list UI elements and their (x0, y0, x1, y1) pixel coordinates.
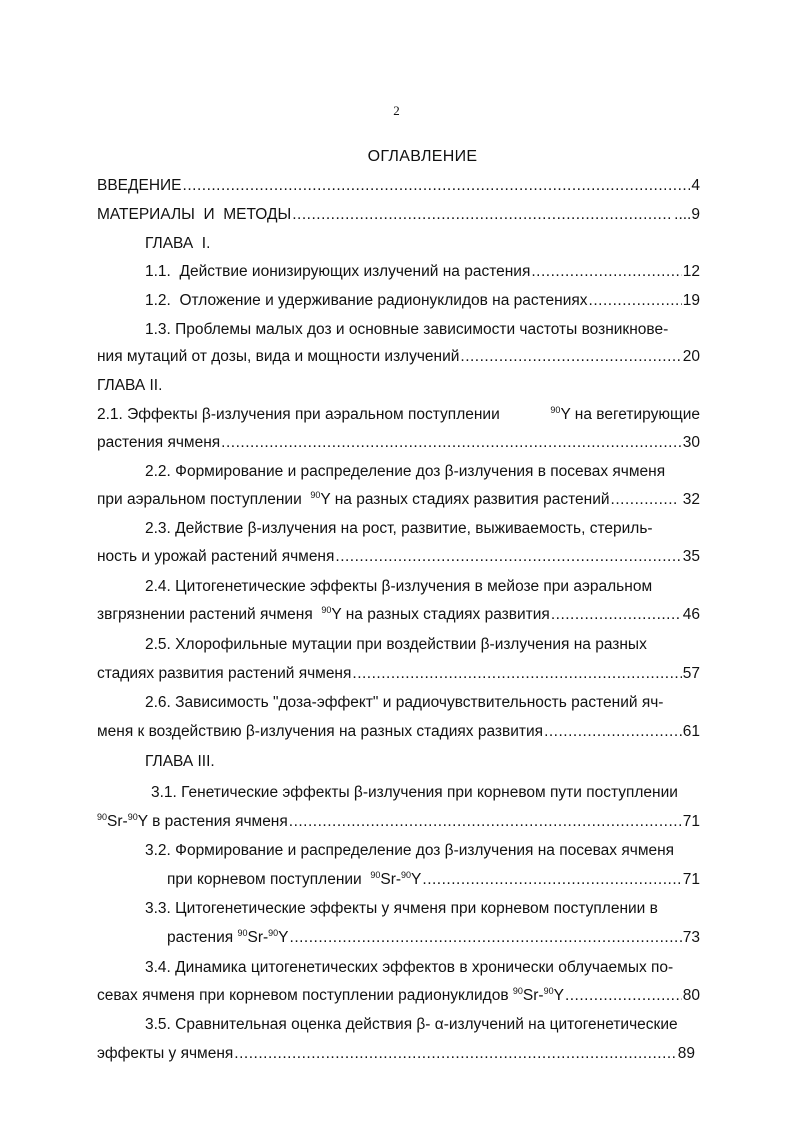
toc-entry-text-b: Y на вегетирующие (560, 406, 700, 423)
toc-entry-2-2-line1: 2.2. Формирование и распределение доз β-излучения в посевах ячменя (145, 463, 666, 480)
toc-entry-3-4-line2 (97, 985, 700, 1007)
toc-entry-text (97, 985, 564, 1007)
toc-entry-text: эффекты у ячменя (97, 1045, 234, 1062)
isotope-superscript: 90 (550, 405, 561, 415)
isotope-superscript: 90 (268, 928, 279, 938)
toc-entry-text-b: Y (411, 871, 422, 888)
toc-entry-page: 35 (682, 548, 700, 565)
leader-dots (290, 927, 682, 949)
leader-dots (292, 204, 673, 226)
toc-entry-3-3-line2 (167, 927, 700, 949)
toc-entry-text: 1.1. Действие ионизирующих излучений на растения (145, 263, 531, 280)
toc-entry-2-1-line1 (97, 404, 700, 426)
toc-entry-text (97, 489, 610, 511)
toc-entry-text-a: растения (167, 929, 234, 946)
toc-entry-text-a: звгрязнении растений ячменя (97, 606, 313, 623)
toc-entry-text-b: Y (278, 929, 289, 946)
isotope-superscript: 90 (127, 812, 138, 822)
isotope-superscript: 90 (237, 928, 248, 938)
leader-dots (460, 346, 681, 368)
toc-entry-page: 46 (682, 606, 700, 623)
toc-entry-page: 61 (682, 723, 700, 740)
toc-entry-text-b: Y (553, 987, 564, 1004)
toc-entry-2-5-line2 (97, 663, 700, 685)
toc-entry-3-4-line1: 3.4. Динамика цитогенетических эффектов в хронически облучаемых по- (145, 959, 674, 976)
toc-entry-text (167, 869, 421, 891)
element-sr: Sr- (522, 987, 544, 1004)
toc-entry-page: 71 (682, 813, 700, 830)
toc-entry-page: 57 (682, 665, 700, 682)
leader-dots (234, 1043, 676, 1065)
toc-entry-page: ....9 (674, 206, 700, 223)
leader-dots (221, 432, 682, 454)
leader-dots (589, 290, 682, 312)
toc-entry-text (167, 927, 289, 949)
toc-entry-3-5-line1: 3.5. Сравнительная оценка действия β- α-излучений на цитогенетические (145, 1016, 678, 1033)
toc-entry-text (97, 604, 550, 626)
toc-entry-3-2-line1: 3.2. Формирование и распределение доз β-излучения на посевах ячменя (145, 842, 675, 859)
toc-entry-3-2-line2 (167, 869, 700, 891)
toc-entry-1-2 (145, 290, 700, 312)
toc-entry-2-4-line2 (97, 604, 700, 626)
toc-entry-text-b: Y в растения ячменя (137, 813, 288, 830)
toc-entry-3-1-line1: 3.1. Генетические эффекты β-излучения при корневом пути поступлении (151, 784, 678, 801)
toc-entry-page: 4 (691, 177, 700, 194)
toc-entry-text-a: при аэральном поступлении (97, 491, 302, 508)
toc-entry-text-a: при корневом поступлении (167, 871, 362, 888)
toc-entry-page: 89 (677, 1045, 695, 1062)
leader-dots (352, 663, 681, 685)
isotope-superscript: 90 (310, 490, 321, 500)
element-sr: Sr- (107, 813, 128, 830)
toc-entry-2-5-line1: 2.5. Хлорофильные мутации при воздействии β-излучения на разных (145, 636, 647, 653)
toc-entry-page: 12 (682, 263, 700, 280)
toc-entry-2-4-line1: 2.4. Цитогенетические эффекты β-излучения в мейозе при аэральном (145, 578, 653, 595)
toc-entry-page: 20 (682, 348, 700, 365)
toc-entry-text-b: Y на разных стадиях развития растений (320, 491, 610, 508)
chapter-heading-1: ГЛАВА I. (145, 235, 211, 252)
toc-entry-text: меня к воздействию β-излучения на разных стадиях развития (97, 723, 544, 740)
toc-entry-2-6-line1: 2.6. Зависимость "доза-эффект" и радиочувствительность растений яч- (145, 694, 664, 711)
chapter-heading-3: ГЛАВА III. (145, 753, 215, 770)
element-sr: Sr- (380, 871, 402, 888)
leader-dots (565, 985, 682, 1007)
leader-dots (183, 175, 691, 197)
page-number: 2 (393, 103, 400, 118)
toc-entry-text (550, 404, 700, 426)
toc-entry-page: 30 (682, 434, 700, 451)
toc-entry-text: ность и урожай растений ячменя (97, 548, 335, 565)
leader-dots (422, 869, 681, 891)
toc-entry-1-1 (145, 261, 700, 283)
toc-entry-text: 1.3. Проблемы малых доз и основные зависимости частоты возникнове- (145, 321, 669, 338)
toc-entry-page: 19 (682, 292, 700, 309)
toc-entry-text: ВВЕДЕНИЕ (97, 177, 182, 194)
toc-title: ОГЛАВЛЕНИЕ (367, 148, 478, 165)
isotope-superscript: 90 (543, 986, 554, 996)
toc-entry-page: 32 (678, 491, 700, 508)
toc-entry-text: стадиях развития растений ячменя (97, 665, 352, 682)
toc-entry-3-5-line2 (97, 1043, 695, 1065)
toc-entry-text: растения ячменя (97, 434, 221, 451)
toc-entry-page: 73 (682, 929, 700, 946)
toc-entry-text: 1.2. Отложение и удерживание радионуклидов на растениях (145, 292, 588, 309)
toc-entry-text (97, 811, 288, 833)
toc-entry-1-3-line1 (145, 319, 700, 341)
toc-entry-intro (97, 175, 700, 197)
toc-entry-2-3-line2 (97, 546, 700, 568)
toc-entry-page: 80 (682, 987, 700, 1004)
leader-dots (289, 811, 682, 833)
isotope-superscript: 90 (321, 605, 332, 615)
toc-entry-3-3-line1: 3.3. Цитогенетические эффекты у ячменя при корневом поступлении в (145, 900, 658, 917)
toc-entry-methods (97, 204, 700, 226)
toc-entry-text: 2.1. Эффекты β-излучения при аэральном поступлении (97, 406, 500, 423)
leader-dots (544, 721, 682, 743)
toc-entry-text-b: Y на разных стадиях развития (331, 606, 550, 623)
leader-dots (531, 261, 681, 283)
chapter-heading-2: ГЛАВА II. (97, 377, 163, 394)
toc-entry-1-3-line2 (97, 346, 700, 368)
toc-entry-2-6-line2 (97, 721, 700, 743)
toc-entry-text-a: севах ячменя при корневом поступлении радионуклидов (97, 987, 509, 1004)
leader-dots (335, 546, 681, 568)
isotope-superscript: 90 (97, 812, 108, 822)
isotope-superscript: 90 (512, 986, 523, 996)
toc-entry-page: 71 (682, 871, 700, 888)
toc-entry-2-1-line2 (97, 432, 700, 454)
isotope-superscript: 90 (401, 870, 412, 880)
leader-dots (551, 604, 682, 626)
toc-entry-text: ния мутаций от дозы, вида и мощности излучений (97, 348, 460, 365)
toc-entry-3-1-line2 (97, 811, 700, 833)
element-sr: Sr- (247, 929, 269, 946)
toc-entry-2-2-line2 (97, 489, 700, 511)
toc-entry-2-3-line1: 2.3. Действие β-излучения на рост, развитие, выживаемость, стериль- (145, 520, 653, 537)
isotope-superscript: 90 (370, 870, 381, 880)
toc-entry-text: МАТЕРИАЛЫ И МЕТОДЫ (97, 206, 292, 223)
leader-dots (611, 489, 678, 511)
